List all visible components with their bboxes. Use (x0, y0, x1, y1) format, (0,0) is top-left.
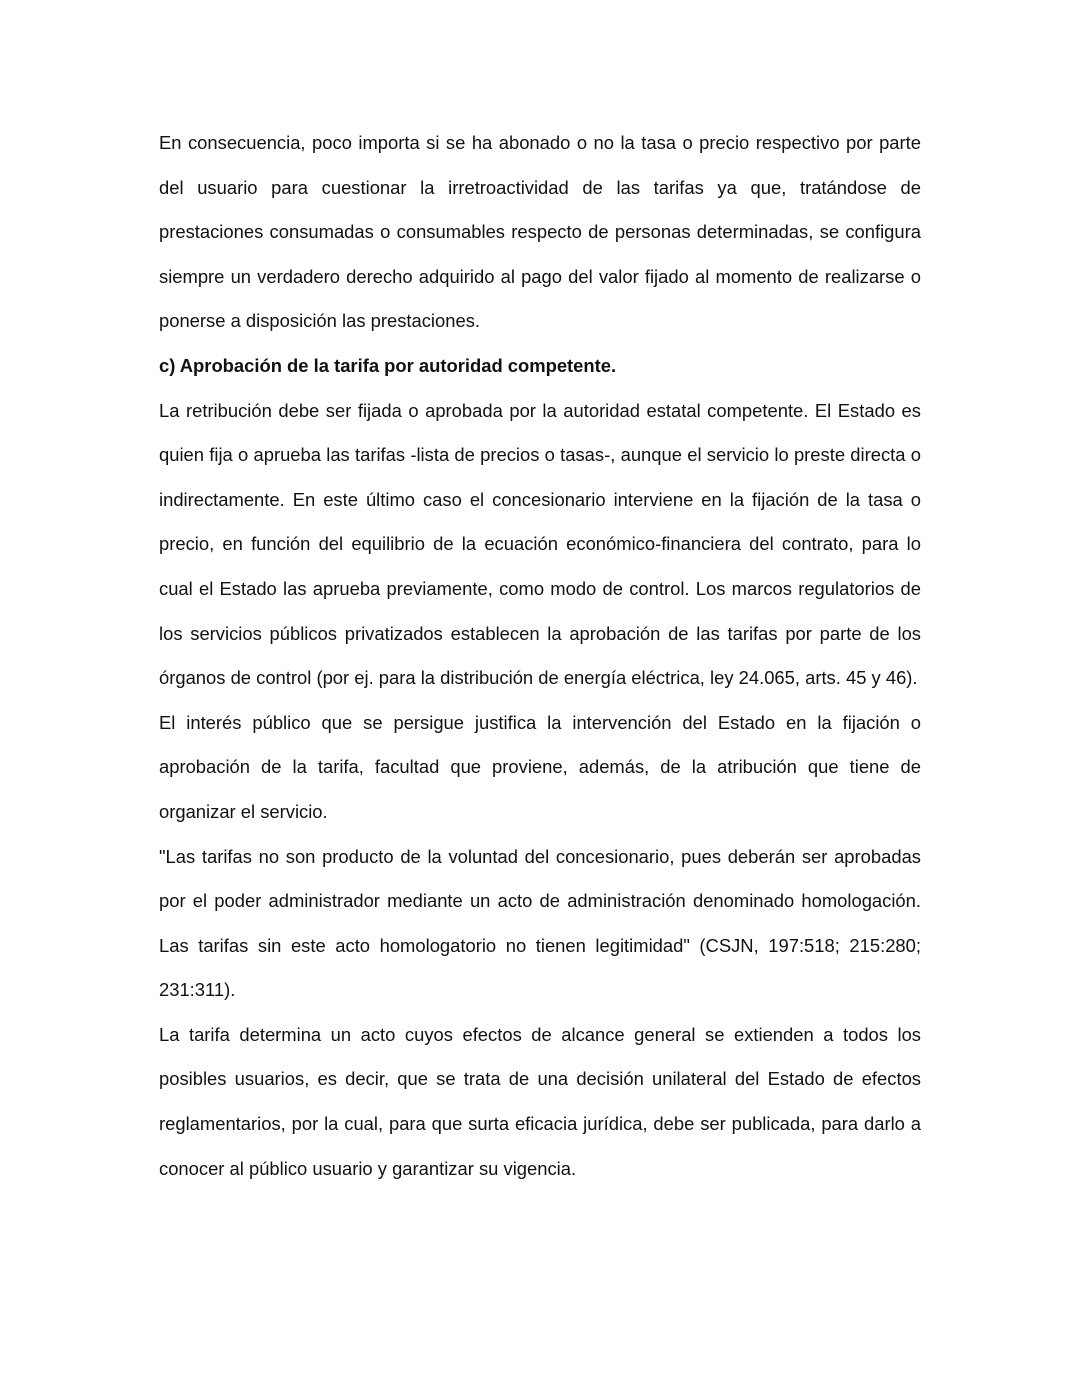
paragraph-publicacion: La tarifa determina un acto cuyos efectos de alcance general se extienden a todos los posibles usuarios, es decir, que se trata de una decisión unilateral del Estado de efectos reglamentarios, por la cual, para que surta eficacia jurídica, debe ser publicada, para darlo a conocer al público usuario y garantizar su vigencia. (159, 1023, 921, 1179)
paragraph-irretroactividad: En consecuencia, poco importa si se ha abonado o no la tasa o precio respectivo por parte del usuario para cuestionar la irretroactividad de las tarifas ya que, tratándose de prestaciones consumadas o consumables respecto de personas determinadas, se configura siempre un verdadero derecho adquirido al pago del valor fijado al momento de realizarse o ponerse a disposición las prestaciones. (159, 132, 921, 332)
paragraph-cita-csjn: "Las tarifas no son producto de la voluntad del concesionario, pues deberán ser aprobadas por el poder administrador mediante un acto de administración denominado homologación. Las tarifas sin este acto homologatorio no tienen legitimidad" (CSJN, 197:518; 215:280; 231:311). (159, 845, 921, 1001)
paragraph-interes-publico: El interés público que se persigue justifica la intervención del Estado en la fijación o aprobación de la tarifa, facultad que proviene, además, de la atribución que tiene de organizar el servicio. (159, 711, 921, 822)
section-heading: c) Aprobación de la tarifa por autoridad competente. (159, 354, 617, 376)
paragraph-retribucion: La retribución debe ser fijada o aprobada por la autoridad estatal competente. El Estado es quien fija o aprueba las tarifas -lista de precios o tasas-, aunque el servicio lo preste directa o indirectamente. En este último caso el concesionario interviene en la fijación de la tasa o precio, en función del equilibrio de la ecuación económico-financiera del contrato, para lo cual el Estado las aprueba previamente, como modo de control. Los marcos regulatorios de los servicios públicos privatizados establecen la aprobación de las tarifas por parte de los órganos de control (por ej. para la distribución de energía eléctrica, ley 24.065, arts. 45 y 46). (159, 399, 921, 689)
document-body (159, 121, 921, 1191)
